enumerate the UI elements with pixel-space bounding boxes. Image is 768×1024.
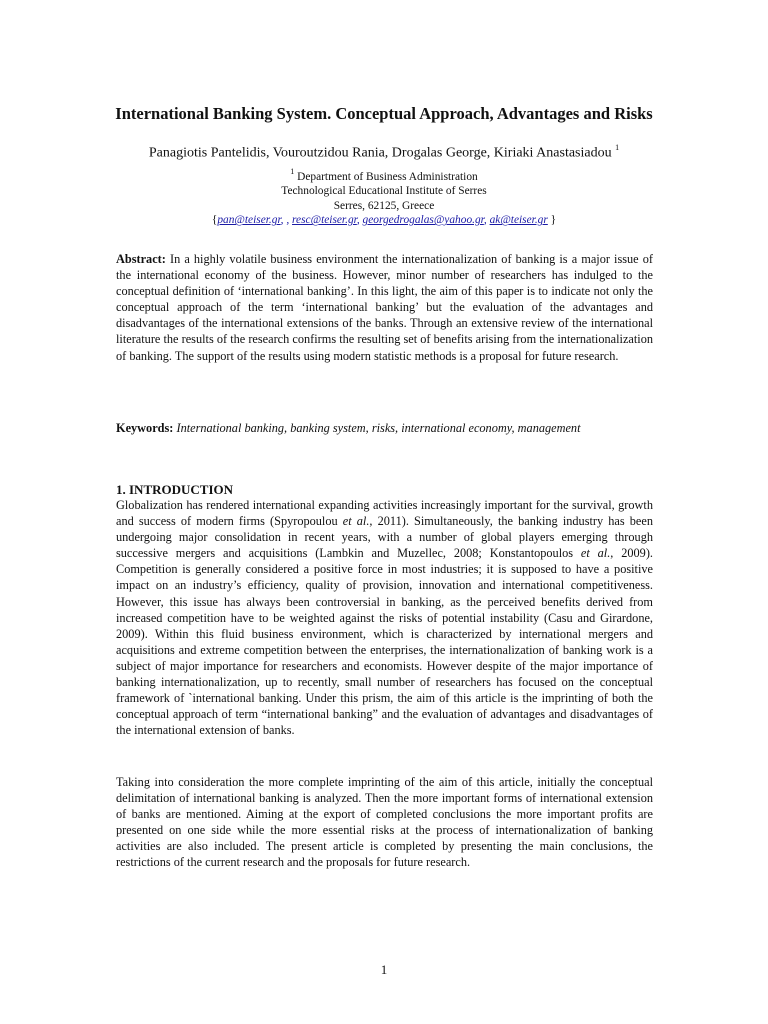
affiliation-marker: 1	[290, 167, 295, 176]
abstract-text: In a highly volatile business environment the internationalization of banking is a major issue of the international economy of the business. However, minor number of researchers has indulged to the conceptual definition of ‘international banking’. In this light, the aim of this paper is to indicate not only the conceptual approach of the term ‘international banking’ but the evaluation of the advantages and disadvantages of the international extensions of the banks. Through an extensive review of the international literature the results of the research confirms the resulting set of benefits arising from the internationalization of banking. The support of the results using modern statistic methods is a proposal for future research.	[116, 252, 653, 363]
email-list: {pan@teiser.gr, , resc@teiser.gr, georgedrogalas@yahoo.gr, ak@teiser.gr }	[211, 214, 557, 227]
author-affiliation-marker: 1	[615, 143, 620, 152]
keywords-text: International banking, banking system, risks, international economy, management	[176, 421, 581, 435]
author-list	[100, 141, 668, 162]
keywords	[116, 420, 653, 436]
affiliation	[100, 166, 668, 228]
affiliation-institute: Technological Educational Institute of Serres	[281, 185, 487, 198]
affiliation-department: $^1$ Department of Business Administration	[290, 167, 478, 183]
abstract	[116, 251, 653, 364]
keywords-label: Keywords:	[116, 421, 174, 435]
section-heading: 1. INTRODUCTION	[116, 482, 234, 497]
page-number: 1	[380, 962, 388, 977]
author-names: Panagiotis Pantelidis, Vouroutzidou Rania, Drogalas George, Kiriaki Anastasiadou	[148, 145, 612, 161]
email-link-2[interactable]: resc@teiser.gr	[292, 214, 357, 227]
email-link-3[interactable]: georgedrogalas@yahoo.gr	[362, 214, 484, 227]
paper-title: International Banking System. Conceptual Approach, Advantages and Risks	[115, 104, 653, 123]
abstract-label: Abstract:	[116, 252, 166, 266]
intro-paragraph-2: Taking into consideration the more complete imprinting of the aim of this article, initially the conceptual delimitation of international banking is analyzed. Then the more important forms of international extension of banks are mentioned. Aiming at the export of completed conclusions the more important profits are presented on one side while the more essential risks at the process of internationalization of banking activities are also included. The present article is completed by presenting the main conclusions, the restrictions of the current research and the proposals for future research.	[116, 775, 653, 870]
email-link-1[interactable]: pan@teiser.gr	[217, 214, 281, 227]
affiliation-city: Serres, 62125, Greece	[333, 199, 435, 212]
email-link-4[interactable]: ak@teiser.gr	[489, 214, 548, 227]
intro-paragraph-1: Globalization has rendered international expanding activities increasingly important for the survival, growth and success of modern firms (Spyropoulou et al., 2011). Simultaneously, the banking industry has been undergoing major consolidation in recent years, with a number of global players emerging through successive mergers and acquisitions (Lambkin and Muzellec, 2008; Konstantopoulos et al., 2009). Competition is generally considered a positive force in most industries; it is supposed to have a positive impact on an industry’s efficiency, quality of provision, innovation and international competitiveness. However, this issue has always been controversial in banking, as the perceived benefits derived from increased competition have to be weighted against the risks of potential instability (Casu and Girardone, 2009). Within this fluid business environment, which is characterized by international mergers and acquisitions and extreme competition between the enterprises, the internationalization of banking work is a subject of major importance for researchers and economists. However despite of the major importance of banking internationalization, up to recently, small number of researchers has focused on the conceptual framework of `international banking. Under this prism, the aim of this article is the imprinting of both the conceptual approach of term “international banking” and the evaluation of advantages and disadvantages of the international extension of banks.	[116, 498, 653, 738]
